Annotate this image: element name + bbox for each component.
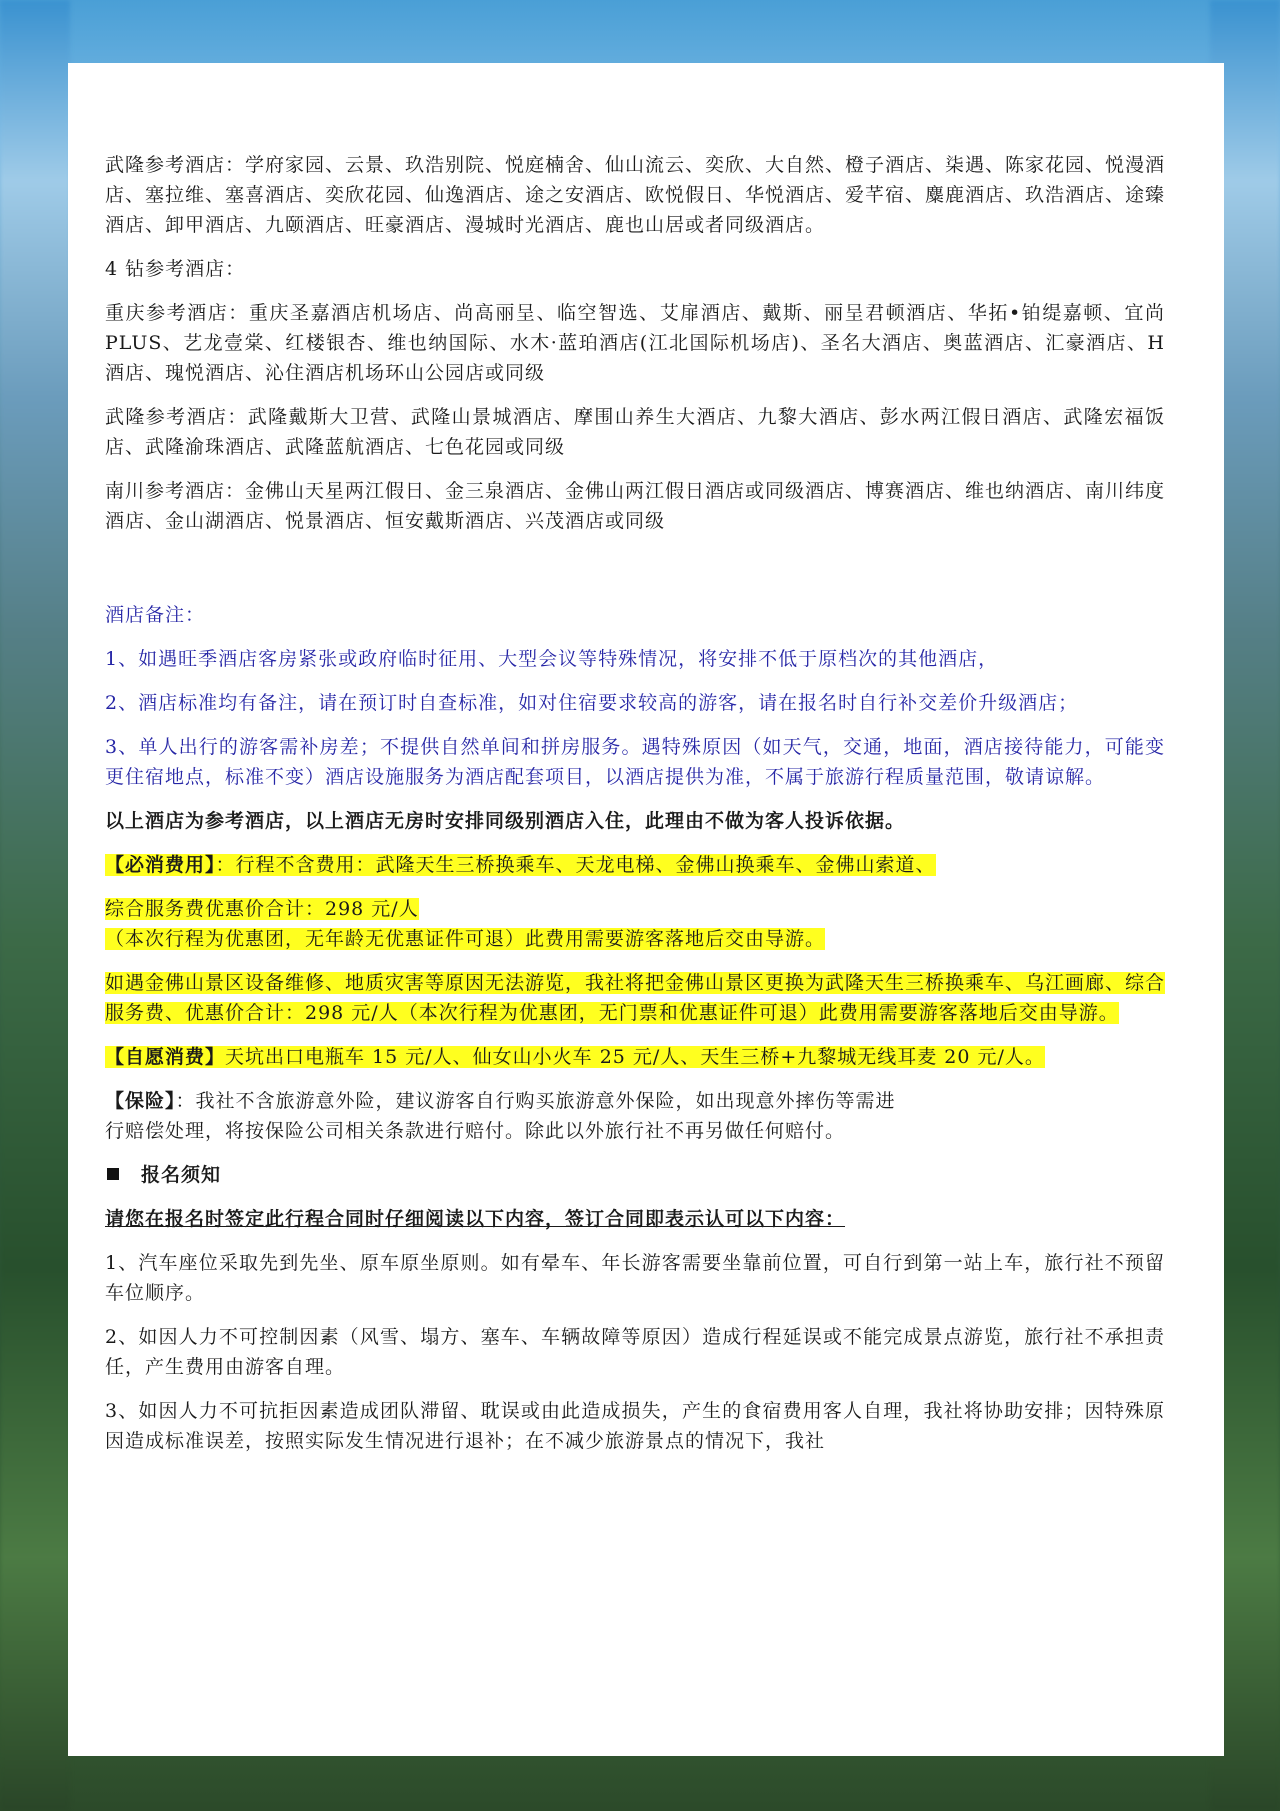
- combo-fee: [105, 894, 1165, 954]
- hotel-notes-title: 酒店备注：: [105, 604, 206, 626]
- combo-fee-line-2: （本次行程为优惠团，无年龄无优惠证件可退）此费用需要游客落地后交由导游。: [105, 928, 826, 950]
- hotel-note-3: 3、单人出行的游客需补房差；不提供自然单间和拼房服务。遇特殊原因（如天气，交通，地面，酒店接待能力，可能变更住宿地点，标准不变）酒店设施服务为酒店配套项目，以酒店提供为准，不属于旅游行程质量范围，敬请谅解。: [105, 736, 1165, 788]
- signup-rule-3: 3、如因人力不可抗拒因素造成团队滞留、耽误或由此造成损失，产生的食宿费用客人自理，我社将协助安排；因特殊原因造成标准误差，按照实际发生情况进行退补；在不减少旅游景点的情况下，我社: [105, 1400, 1165, 1452]
- optional-fees-label: 【自愿消费】: [105, 1046, 226, 1068]
- document-content: [105, 150, 1165, 1470]
- mandatory-fees-label: 【必消费用】: [105, 854, 216, 876]
- hotels-chongqing-4: 重庆参考酒店：重庆圣嘉酒店机场店、尚高丽呈、临空智选、艾扉酒店、戴斯、丽呈君顿酒店、华拓•铂缇嘉顿、宜尚 PLUS、艺龙壹棠、红楼银杏、维也纳国际、水木·蓝珀酒店(江北国际机场店)、圣名大酒店、奥蓝酒店、汇豪酒店、H 酒店、瑰悦酒店、沁住酒店机场环山公园店或同级: [105, 302, 1165, 384]
- alternative-arrangement: [105, 968, 1165, 1028]
- insurance-label: 【保险】: [105, 1090, 176, 1112]
- combo-fee-line-1: 综合服务费优惠价合计：298 元/人: [105, 898, 419, 920]
- signup-rule-1: 1、汽车座位采取先到先坐、原车原坐原则。如有晕车、年长游客需要坐靠前位置，可自行到第一站上车，旅行社不预留车位顺序。: [105, 1252, 1165, 1304]
- spacer: [105, 550, 1165, 600]
- insurance-line-2: 行赔偿处理，将按保险公司相关条款进行赔付。除此以外旅行社不再另做任何赔付。: [105, 1120, 846, 1142]
- mandatory-fees: [105, 850, 1165, 880]
- background-left-edge: [0, 0, 70, 1811]
- alternative-arrangement-text: 如遇金佛山景区设备维修、地质灾害等原因无法游览，我社将把金佛山景区更换为武隆天生三桥换乘车、乌江画廊、综合服务费、优惠价合计：298 元/人（本次行程为优惠团，无门票和优惠证件可退）此费用需要游客落地后交由导游。: [105, 972, 1166, 1024]
- square-bullet-icon: [107, 1168, 119, 1180]
- signup-intro-wrap: [105, 1204, 1165, 1234]
- signup-intro: 请您在报名时签定此行程合同时仔细阅读以下内容，签订合同即表示认可以下内容：: [105, 1208, 846, 1230]
- hotel-note-1: 1、如遇旺季酒店客房紧张或政府临时征用、大型会议等特殊情况，将安排不低于原档次的其他酒店，: [105, 648, 999, 670]
- hotel-note-2: 2、酒店标准均有备注，请在预订时自查标准，如对住宿要求较高的游客，请在报名时自行补交差价升级酒店；: [105, 692, 1079, 714]
- signup-heading: [105, 1160, 1165, 1190]
- insurance: [105, 1086, 1165, 1146]
- signup-title: 报名须知: [141, 1164, 222, 1186]
- hotels-wulong-3: 武隆参考酒店：学府家园、云景、玖浩别院、悦庭楠舍、仙山流云、奕欣、大自然、橙子酒店、柒遇、陈家花园、悦漫酒店、塞拉维、塞喜酒店、奕欣花园、仙逸酒店、途之安酒店、欧悦假日、华悦酒店、爱芊宿、麋鹿酒店、玖浩酒店、途臻酒店、卸甲酒店、九颐酒店、旺豪酒店、漫城时光酒店、鹿也山居或者同级酒店。: [105, 154, 1166, 236]
- signup-rule-2: 2、如因人力不可控制因素（风雪、塌方、塞车、车辆故障等原因）造成行程延误或不能完成景点游览，旅行社不承担责任，产生费用由游客自理。: [105, 1326, 1165, 1378]
- mandatory-fees-text: ：行程不含费用：武隆天生三桥换乘车、天龙电梯、金佛山换乘车、金佛山索道、: [215, 854, 936, 876]
- hotels-4-diamond-title: 4 钻参考酒店：: [105, 258, 246, 280]
- insurance-line-1: ：我社不含旅游意外险，建议游客自行购买旅游意外保险，如出现意外摔伤等需进: [175, 1090, 896, 1112]
- hotels-wulong-4: 武隆参考酒店：武隆戴斯大卫营、武隆山景城酒店、摩围山养生大酒店、九黎大酒店、彭水两江假日酒店、武隆宏福饭店、武隆渝珠酒店、武隆蓝航酒店、七色花园或同级: [105, 406, 1165, 458]
- optional-fees-text: 天坑出口电瓶车 15 元/人、仙女山小火车 25 元/人、天生三桥+九黎城无线耳麦 20 元/人。: [225, 1046, 1045, 1068]
- hotels-nanchuan-4: 南川参考酒店：金佛山天星两江假日、金三泉酒店、金佛山两江假日酒店或同级酒店、博赛酒店、维也纳酒店、南川纬度酒店、金山湖酒店、悦景酒店、恒安戴斯酒店、兴茂酒店或同级: [105, 480, 1166, 532]
- hotel-disclaimer: 以上酒店为参考酒店，以上酒店无房时安排同级别酒店入住，此理由不做为客人投诉依据。: [105, 810, 906, 832]
- optional-fees: [105, 1042, 1165, 1072]
